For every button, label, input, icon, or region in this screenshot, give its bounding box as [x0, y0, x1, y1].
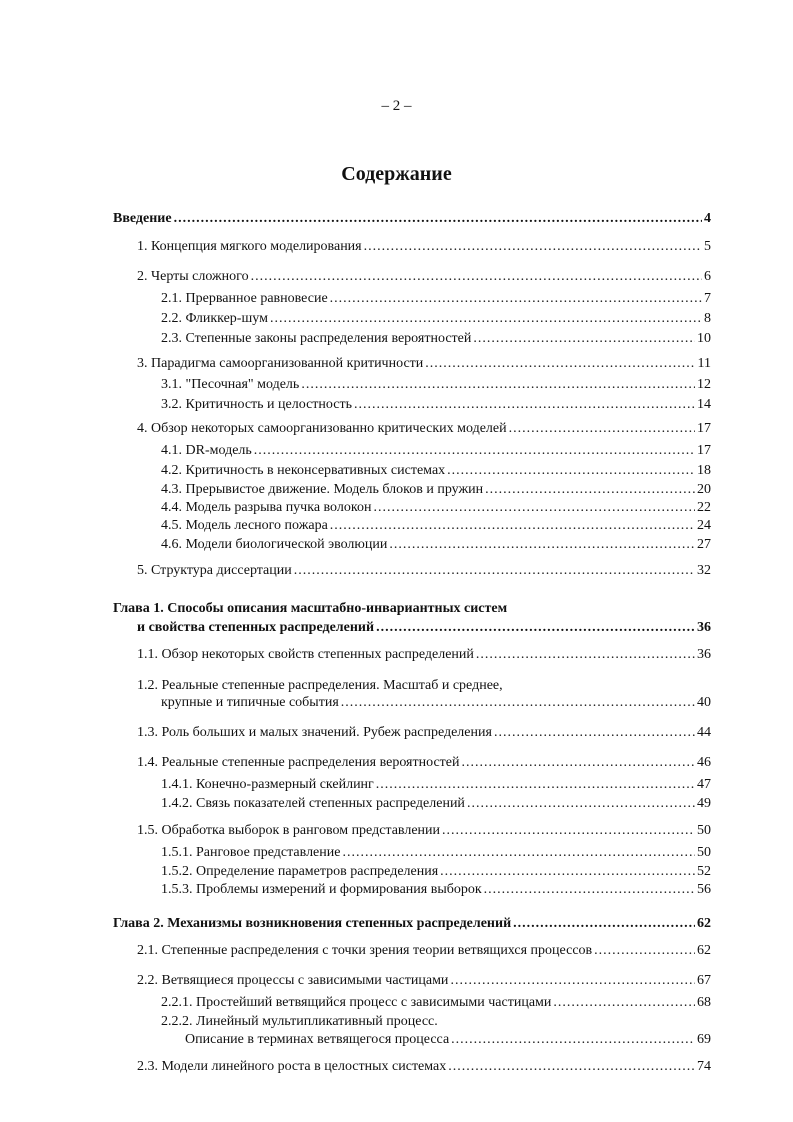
toc-entry-line1: 2.2.2. Линейный мультипликативный процесс.: [161, 1014, 438, 1029]
toc-entry[interactable]: 1.5.3. Проблемы измерений и формирования выборок ..... 56: [161, 881, 711, 898]
toc-entry[interactable]: 2.2.1. Простейший ветвящийся процесс с зависимыми частицами ..... 68: [161, 994, 711, 1011]
toc-entry-introduction[interactable]: Введение ..... 4: [113, 210, 711, 227]
chapter-1-title-line1: Глава 1. Способы описания масштабно-инвариантных систем: [113, 601, 508, 616]
toc-entry[interactable]: 1.5.1. Ранговое представление ..... 50: [161, 844, 711, 861]
toc-entry[interactable]: 2.2. Фликкер-шум ..... 8: [161, 310, 711, 327]
toc-entry-chapter-2[interactable]: Глава 2. Механизмы возникновения степенных распределений ..... 62: [113, 915, 711, 932]
page-title: Содержание: [341, 163, 452, 185]
toc-entry[interactable]: 1.4.2. Связь показателей степенных распределений ..... 49: [161, 795, 711, 812]
toc-entry[interactable]: 2.3. Модели линейного роста в целостных системах ..... 74: [137, 1058, 711, 1075]
toc-entry[interactable]: 4.5. Модель лесного пожара ..... 24: [161, 517, 711, 534]
toc-entry[interactable]: 1.5. Обработка выборок в ранговом представлении ..... 50: [137, 822, 711, 839]
page-number: – 2 –: [381, 98, 412, 114]
toc-entry[interactable]: 4.3. Прерывистое движение. Модель блоков и пружин ..... 20: [161, 481, 711, 498]
toc-entry-chapter-1[interactable]: и свойства степенных распределений ..... 36: [137, 619, 711, 636]
toc-entry[interactable]: 4.1. DR-модель ..... 17: [161, 442, 711, 459]
toc-entry[interactable]: 4.2. Критичность в неконсервативных системах ..... 18: [161, 462, 711, 479]
toc-entry[interactable]: 2.1. Прерванное равновесие ..... 7: [161, 290, 711, 307]
toc-entry[interactable]: крупные и типичные события ..... 40: [161, 694, 711, 711]
toc-entry[interactable]: 3.1. "Песочная" модель ..... 12: [161, 376, 711, 393]
toc-entry[interactable]: 2.2. Ветвящиеся процессы с зависимыми частицами ..... 67: [137, 972, 711, 989]
toc-entry[interactable]: 2.1. Степенные распределения с точки зрения теории ветвящихся процессов ..... 62: [137, 942, 711, 959]
toc-entry[interactable]: 1. Концепция мягкого моделирования ..... 5: [137, 238, 711, 255]
toc-entry[interactable]: 1.1. Обзор некоторых свойств степенных распределений ..... 36: [137, 646, 711, 663]
toc-entry[interactable]: 2. Черты сложного ..... 6: [137, 268, 711, 285]
toc-entry[interactable]: 5. Структура диссертации ..... 32: [137, 562, 711, 579]
toc-entry[interactable]: 1.4. Реальные степенные распределения вероятностей ..... 46: [137, 754, 711, 771]
toc-entry[interactable]: 3.2. Критичность и целостность ..... 14: [161, 396, 711, 413]
toc-entry[interactable]: 4.4. Модель разрыва пучка волокон ..... 22: [161, 499, 711, 516]
toc-entry-line1: 1.2. Реальные степенные распределения. Масштаб и среднее,: [137, 678, 503, 693]
toc-entry[interactable]: Описание в терминах ветвящегося процесса ..... 69: [185, 1031, 711, 1048]
toc-entry[interactable]: 4.6. Модели биологической эволюции ..... 27: [161, 536, 711, 553]
toc-entry[interactable]: 4. Обзор некоторых самоорганизованно критических моделей ..... 17: [137, 420, 711, 437]
toc-entry[interactable]: 3. Парадигма самоорганизованной критичности ..... 11: [137, 355, 711, 372]
toc-entry[interactable]: 1.5.2. Определение параметров распределения ..... 52: [161, 863, 711, 880]
toc-entry[interactable]: 2.3. Степенные законы распределения вероятностей ..... 10: [161, 330, 711, 347]
toc-entry[interactable]: 1.4.1. Конечно-размерный скейлинг ..... 47: [161, 776, 711, 793]
toc-entry[interactable]: 1.3. Роль больших и малых значений. Рубеж распределения ..... 44: [137, 724, 711, 741]
